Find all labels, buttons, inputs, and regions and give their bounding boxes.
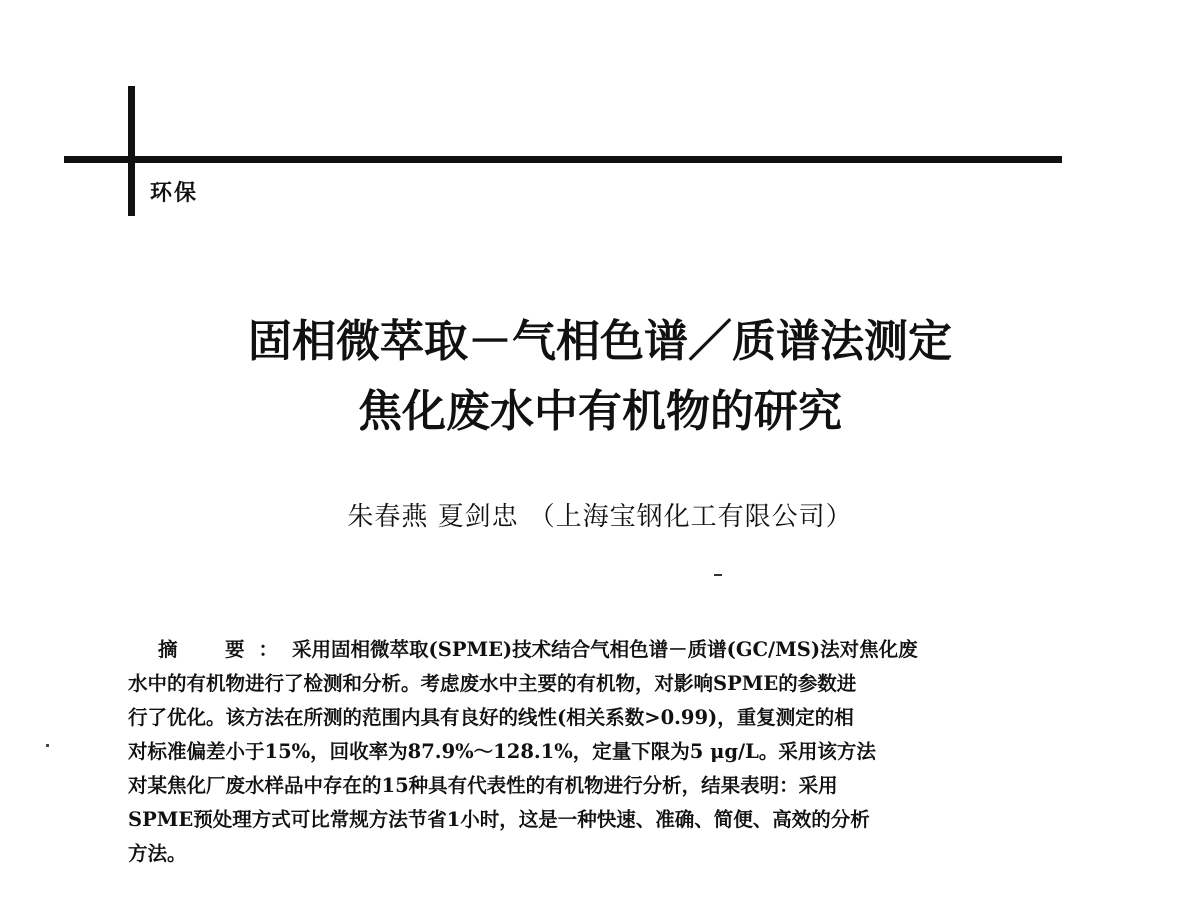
abstract-line-text: 采用固相微萃取(SPME)技术结合气相色谱－质谱(GC/MS)法对焦化废 bbox=[292, 638, 918, 661]
article-title-line-1: 固相微萃取－气相色谱／质谱法测定 bbox=[248, 316, 952, 367]
abstract-line bbox=[128, 633, 1063, 667]
abstract-line: 行了优化。该方法在所测的范围内具有良好的线性(相关系数>0.99)，重复测定的相 bbox=[128, 706, 854, 729]
abstract-line: 对某焦化厂废水样品中存在的15种具有代表性的有机物进行分析，结果表明：采用 bbox=[128, 774, 838, 797]
section-label: 环保 bbox=[150, 181, 199, 206]
header-horizontal-rule bbox=[64, 156, 1062, 163]
abstract bbox=[128, 633, 1063, 871]
abstract-line: 对标准偏差小于15%，回收率为87.9%～128.1%，定量下限为5 μg/L。采用该方法 bbox=[128, 740, 876, 763]
abstract-line: 水中的有机物进行了检测和分析。考虑废水中主要的有机物，对影响SPME的参数进 bbox=[128, 672, 857, 695]
abstract-line: SPME预处理方式可比常规方法节省1小时，这是一种快速、准确、简便、高效的分析 bbox=[128, 808, 870, 831]
article-title-line-2: 焦化废水中有机物的研究 bbox=[358, 386, 842, 437]
abstract-label: 摘 要： bbox=[158, 638, 293, 661]
header-vertical-rule bbox=[128, 86, 135, 216]
abstract-line: 方法。 bbox=[128, 842, 187, 865]
author-affiliation: （上海宝钢化工有限公司） bbox=[528, 502, 853, 532]
author-names: 朱春燕 夏剑忠 bbox=[347, 502, 519, 532]
author-line bbox=[0, 496, 1200, 533]
stray-mark bbox=[714, 574, 722, 576]
margin-dot bbox=[46, 744, 49, 747]
